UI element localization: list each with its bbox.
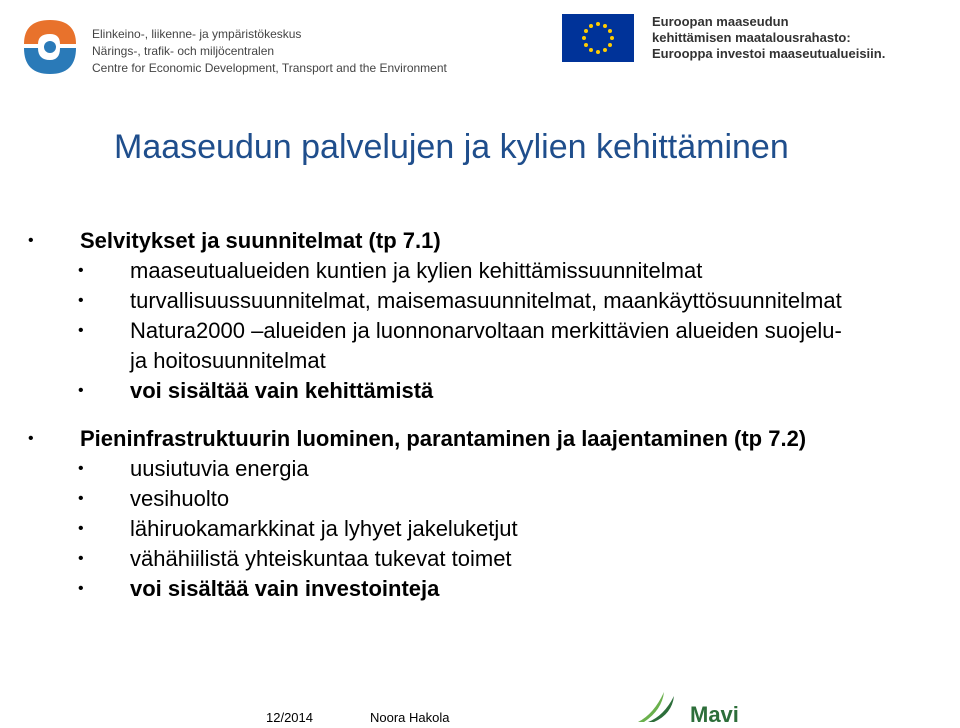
eu-fund-text	[652, 14, 885, 62]
section1-item: Natura2000 –alueiden ja luonnonarvoltaan merkittävien alueiden suojelu-	[130, 318, 842, 343]
section2-heading: Pieninfrastruktuurin luominen, parantaminen ja laajentaminen (tp 7.2)	[80, 426, 807, 451]
section1-item-note: voi sisältää vain kehittämistä	[130, 378, 434, 403]
eu-flag-icon	[562, 14, 634, 62]
section2-item: uusiutuvia energia	[130, 456, 309, 481]
section1-item: turvallisuussuunnitelmat, maisemasuunnitelmat, maankäyttösuunnitelmat	[130, 288, 842, 313]
bullet-icon: •	[28, 232, 34, 249]
bullet-icon: •	[28, 430, 34, 447]
eu-line-2: kehittämisen maatalousrahasto:	[652, 30, 851, 45]
section1-item: maaseutualueiden kuntien ja kylien kehittämissuunnitelmat	[130, 258, 703, 283]
section2-item-note: voi sisältää vain investointeja	[130, 576, 440, 601]
ely-organization-text	[92, 26, 447, 77]
ely-line-sv: Närings-, trafik- och miljöcentralen	[92, 44, 275, 58]
header	[0, 0, 960, 90]
ely-line-en: Centre for Economic Development, Transport and the Environment	[92, 61, 447, 75]
eu-line-1: Euroopan maaseudun	[652, 14, 789, 29]
bullet-icon: •	[78, 520, 84, 537]
section1-item-continuation: ja hoitosuunnitelmat	[130, 348, 326, 373]
bullet-icon: •	[78, 460, 84, 477]
section2-item: vesihuolto	[130, 486, 230, 511]
mavi-brand: Mavi	[690, 702, 739, 727]
bullet-icon: •	[78, 262, 84, 279]
section2-item: vähähiilistä yhteiskuntaa tukevat toimet	[130, 546, 512, 571]
ely-logo-icon	[16, 14, 82, 80]
bullet-icon: •	[78, 490, 84, 507]
bullet-icon: •	[78, 550, 84, 567]
footer	[0, 700, 960, 727]
bullet-icon: •	[78, 292, 84, 309]
footer-date: 12/2014	[266, 710, 313, 725]
mavi-logo-icon	[634, 688, 684, 724]
bullet-icon: •	[78, 322, 84, 339]
ely-line-fi: Elinkeino-, liikenne- ja ympäristökeskus	[92, 27, 302, 41]
section1-heading: Selvitykset ja suunnitelmat (tp 7.1)	[80, 228, 441, 253]
bullet-icon: •	[78, 580, 84, 597]
slide-title: Maaseudun palvelujen ja kylien kehittäminen	[114, 128, 789, 166]
section2-item: lähiruokamarkkinat ja lyhyet jakeluketjut	[130, 516, 518, 541]
eu-line-3: Eurooppa investoi maaseutualueisiin.	[652, 46, 886, 61]
footer-author: Noora Hakola	[370, 710, 450, 725]
bullet-icon: •	[78, 382, 84, 399]
